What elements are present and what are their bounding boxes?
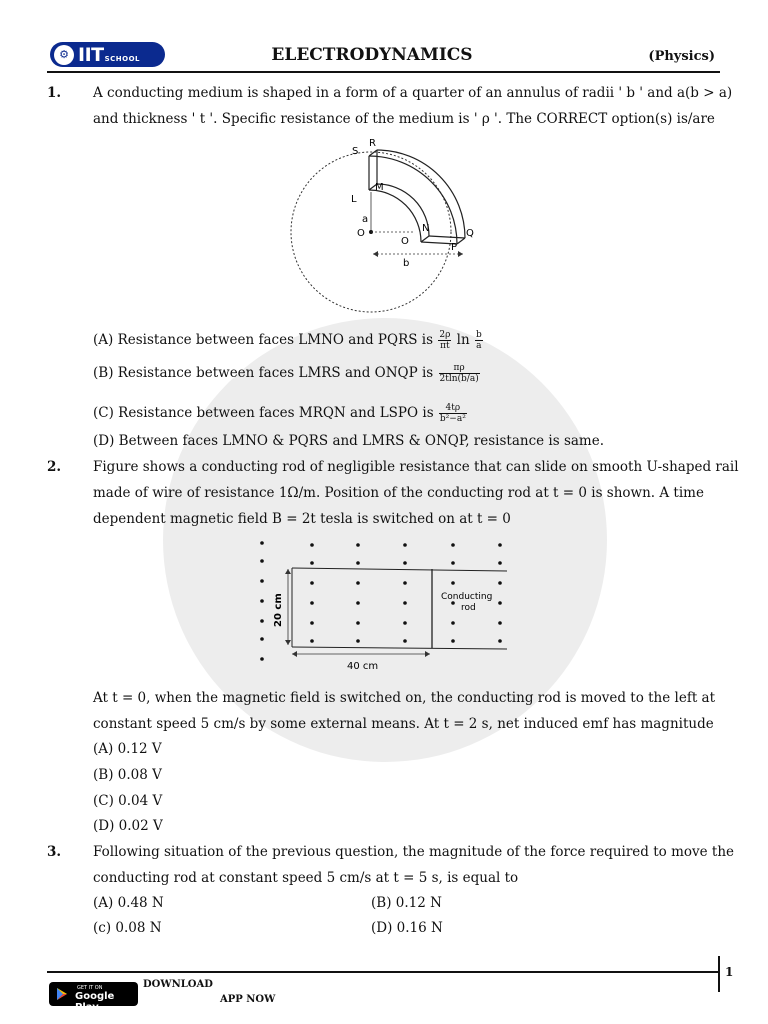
logo-subtext: SCHOOL <box>104 54 141 63</box>
option-b-den: 2tln(b/a) <box>439 374 479 384</box>
field-dot <box>498 561 502 565</box>
google-play-small-text: GET IT ON <box>77 985 103 991</box>
question-3-line-1: Following situation of the previous question, the magnitude of the force required to move the <box>93 844 735 860</box>
rod-label-2: rod <box>461 603 476 613</box>
label-M: M <box>375 182 384 193</box>
option-a-text: (A) Resistance between faces LMNO and PQRS is <box>93 332 434 348</box>
field-dot <box>310 621 314 625</box>
question-2-option-b[interactable]: (B) 0.08 V <box>93 767 162 783</box>
question-3-number: 3. <box>47 844 62 860</box>
field-dot <box>451 543 455 547</box>
field-dot <box>403 561 407 565</box>
download-label: DOWNLOAD <box>143 979 213 990</box>
question-2-option-d[interactable]: (D) 0.02 V <box>93 818 163 834</box>
question-2-line-5: constant speed 5 cm/s by some external means. At t = 2 s, net induced emf has magnitude <box>93 716 714 732</box>
label-Q: Q <box>466 228 474 239</box>
field-dot <box>260 637 264 641</box>
question-2-line-4: At t = 0, when the magnetic field is switched on, the conducting rod is moved to the left at <box>93 690 716 706</box>
question-2-line-1: Figure shows a conducting rod of negligible resistance that can slide on smooth U-shaped rail <box>93 459 739 475</box>
question-1-option-d[interactable]: (D) Between faces LMNO & PQRS and LMRS & ONQP, resistance is same. <box>93 433 605 449</box>
option-a-ratio-num: b <box>475 330 482 340</box>
field-dot <box>356 543 360 547</box>
question-1-option-c[interactable] <box>93 403 468 424</box>
google-play-icon <box>55 987 69 1001</box>
question-3-option-c[interactable]: (c) 0.08 N <box>93 920 162 936</box>
field-dot <box>498 601 502 605</box>
field-dot <box>451 581 455 585</box>
option-a-num: 2ρ <box>439 330 451 340</box>
option-c-text: (C) Resistance between faces MRQN and LSPO is <box>93 405 434 421</box>
field-dot <box>403 601 407 605</box>
field-dot <box>260 541 264 545</box>
question-2-line-3: dependent magnetic field B = 2t tesla is switched on at t = 0 <box>93 511 511 527</box>
field-dot <box>498 639 502 643</box>
field-dot <box>451 561 455 565</box>
question-2-line-2: made of wire of resistance 1Ω/m. Position of the conducting rod at t = 0 is shown. A time <box>93 485 704 501</box>
footer-divider <box>47 971 720 973</box>
option-b-num: πρ <box>439 363 480 374</box>
google-play-text: Google Play <box>75 991 115 1013</box>
field-dot <box>310 561 314 565</box>
label-O-face: O <box>401 236 409 247</box>
field-dot <box>403 543 407 547</box>
page-header <box>47 40 720 70</box>
field-dot <box>403 639 407 643</box>
field-dot <box>260 559 264 563</box>
label-a: a <box>362 214 369 225</box>
option-b-fraction <box>439 363 480 384</box>
field-dot <box>451 639 455 643</box>
question-1-line-1: A conducting medium is shaped in a form of a quarter of an annulus of radii ' b ' and a(b > a) <box>93 85 733 101</box>
label-N: N <box>422 223 430 234</box>
option-c-fraction <box>439 403 467 424</box>
field-dot <box>260 657 264 661</box>
question-2-number: 2. <box>47 459 62 475</box>
rod-label-1: Conducting <box>441 592 493 602</box>
field-dot <box>260 599 264 603</box>
question-1-number: 1. <box>47 85 62 101</box>
question-2-option-a[interactable]: (A) 0.12 V <box>93 741 162 757</box>
question-2-option-c[interactable]: (C) 0.04 V <box>93 793 163 809</box>
label-L: L <box>351 194 357 205</box>
logo-gear-icon: ⚙ <box>54 45 74 65</box>
field-dot <box>498 543 502 547</box>
field-dot <box>498 621 502 625</box>
option-c-num: 4tρ <box>439 403 467 414</box>
height-label: 20 cm <box>273 593 284 627</box>
option-a-ratio-den: a <box>476 341 482 351</box>
rail-figure <box>250 535 512 675</box>
question-1-option-b[interactable] <box>93 363 481 384</box>
question-3-option-d[interactable]: (D) 0.16 N <box>371 920 443 936</box>
label-b: b <box>403 258 410 269</box>
question-3-option-a[interactable]: (A) 0.48 N <box>93 895 164 911</box>
field-dot <box>260 619 264 623</box>
field-dot <box>403 581 407 585</box>
field-dot <box>356 561 360 565</box>
label-O-center: O <box>357 228 365 239</box>
field-dot <box>310 639 314 643</box>
subject-label: (Physics) <box>648 49 715 64</box>
field-dot <box>356 621 360 625</box>
option-a-ln: ln <box>456 332 470 348</box>
field-dot <box>356 639 360 643</box>
field-dot <box>451 621 455 625</box>
question-1-line-2: and thickness ' t '. Specific resistance of the medium is ' ρ '. The CORRECT option(s) is/are <box>93 111 715 127</box>
field-dot <box>498 581 502 585</box>
option-c-den: b²−a² <box>439 414 466 424</box>
option-b-text: (B) Resistance between faces LMRS and ONQP is <box>93 365 434 381</box>
header-divider <box>47 71 720 73</box>
label-R: R <box>369 138 376 149</box>
page-number: 1 <box>725 965 734 979</box>
field-dot <box>356 601 360 605</box>
question-1-option-a[interactable] <box>93 330 484 351</box>
field-dot <box>310 601 314 605</box>
logo-text: IIT <box>78 43 104 66</box>
option-a-fraction <box>438 330 451 351</box>
google-play-badge[interactable] <box>49 982 138 1013</box>
width-label: 40 cm <box>347 661 379 672</box>
app-now-label: APP NOW <box>220 994 276 1005</box>
option-a-ratio <box>475 330 483 351</box>
field-dot <box>356 581 360 585</box>
footer-tick <box>718 956 720 992</box>
question-3-line-2: conducting rod at constant speed 5 cm/s at t = 5 s, is equal to <box>93 870 519 886</box>
field-dot <box>260 579 264 583</box>
label-P: P <box>451 242 458 253</box>
annulus-figure <box>285 132 485 314</box>
field-dot <box>310 581 314 585</box>
field-dot <box>403 621 407 625</box>
question-3-option-b[interactable]: (B) 0.12 N <box>371 895 442 911</box>
label-S: S <box>352 146 359 157</box>
option-a-den: πt <box>440 341 450 351</box>
field-dot <box>310 543 314 547</box>
page-title: ELECTRODYNAMICS <box>271 45 473 65</box>
